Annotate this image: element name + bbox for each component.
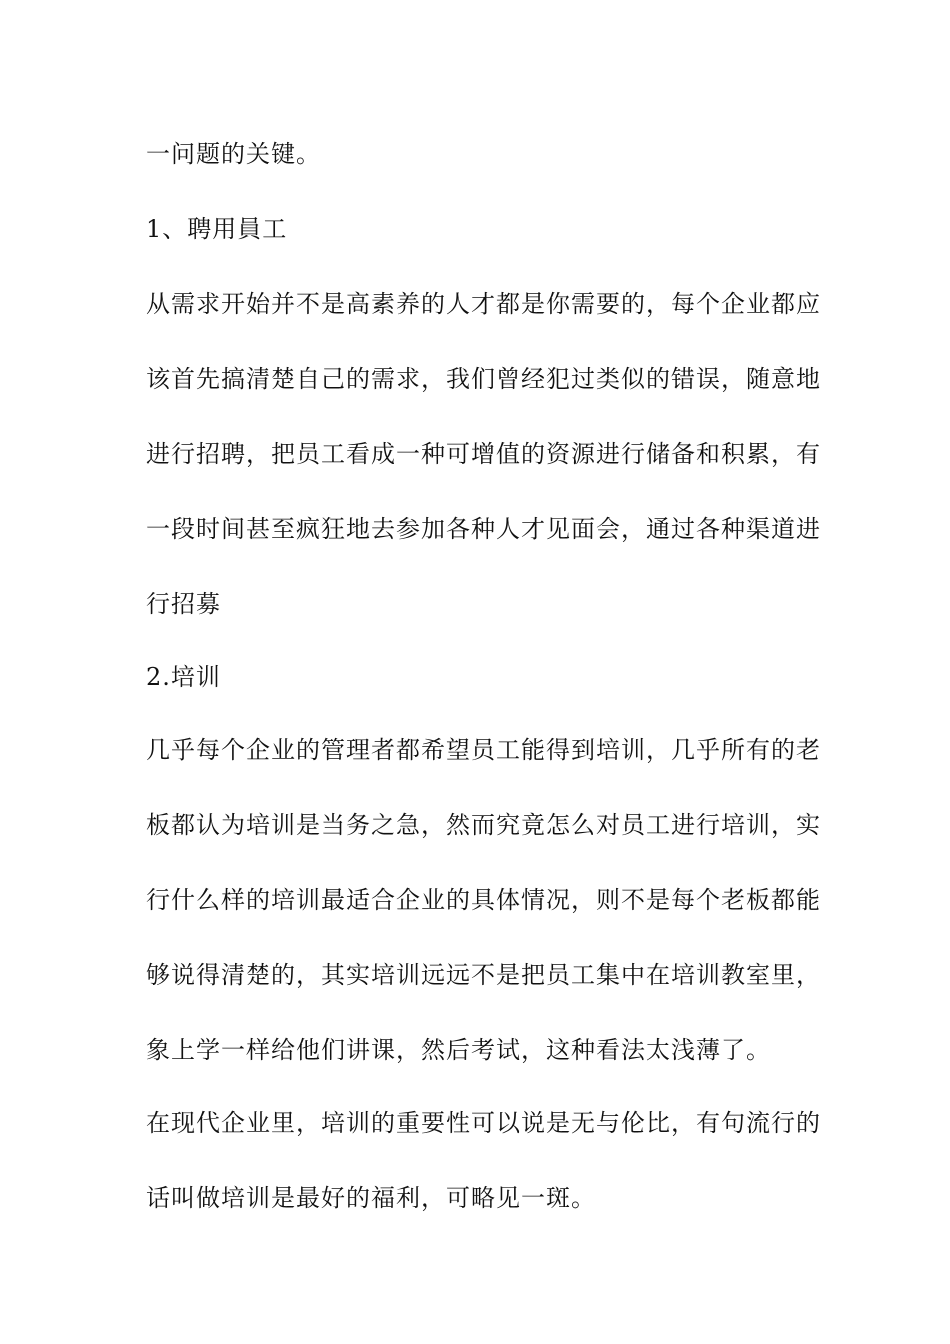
- section-heading-hiring: 1、聘用員工: [146, 215, 288, 243]
- text-line: 一问题的关键。: [146, 140, 321, 168]
- text-line: 一段时间甚至疯狂地去参加各种人才见面会，通过各种渠道进: [146, 515, 821, 543]
- text-line: 几乎每个企业的管理者都希望员工能得到培训，几乎所有的老: [146, 736, 821, 764]
- text-line: 够说得清楚的，其实培训远远不是把员工集中在培训教室里，: [146, 961, 821, 989]
- text-line: 象上学一样给他们讲课，然后考试，这种看法太浅薄了。: [146, 1036, 771, 1064]
- text-line: 行招募: [146, 590, 221, 618]
- section-heading-training: 2.培训: [146, 663, 221, 691]
- text-line: 该首先搞清楚自己的需求，我们曾经犯过类似的错误，随意地: [146, 365, 821, 393]
- text-line: 话叫做培训是最好的福利，可略见一斑。: [146, 1184, 596, 1212]
- text-line: 板都认为培训是当务之急，然而究竟怎么对员工进行培训，实: [146, 811, 821, 839]
- text-line: 从需求开始并不是高素养的人才都是你需要的，每个企业都应: [146, 290, 821, 318]
- text-line: 行什么样的培训最适合企业的具体情况，则不是每个老板都能: [146, 886, 821, 914]
- text-line: 在现代企业里，培训的重要性可以说是无与伦比，有句流行的: [146, 1109, 821, 1137]
- text-line: 进行招聘，把员工看成一种可增值的资源进行储备和积累，有: [146, 440, 821, 468]
